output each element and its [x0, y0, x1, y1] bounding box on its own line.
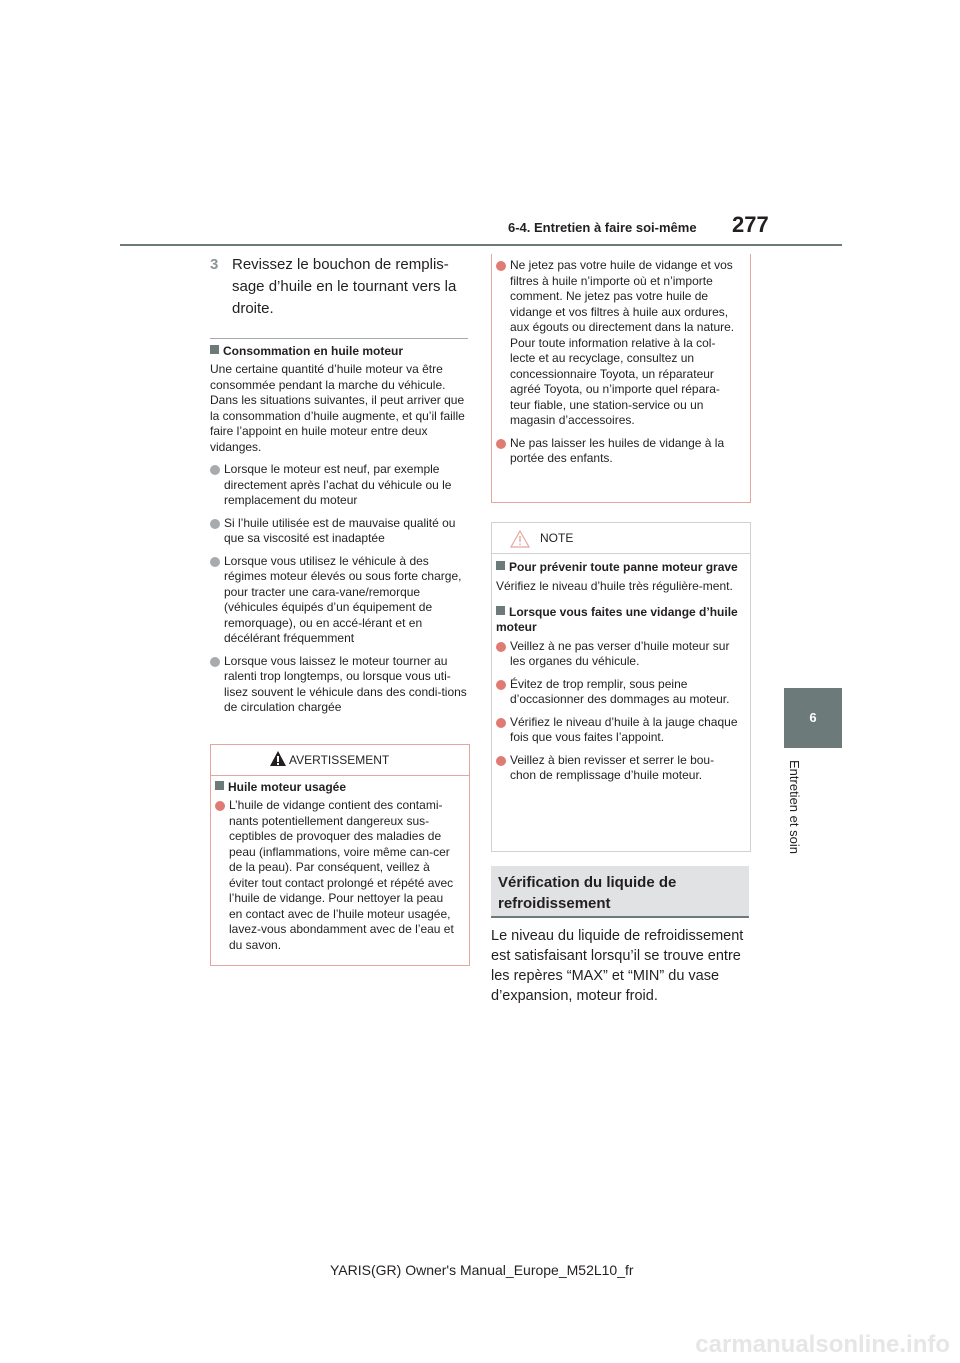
note-header [492, 523, 750, 554]
bullet-icon [215, 801, 225, 811]
bullet-icon [210, 519, 220, 529]
list-item: Veillez à ne pas verser d’huile moteur sur les organes du véhicule. [496, 639, 740, 670]
step-text: Revissez le bouchon de remplis-sage d’huile en le tournant vers la droite. [232, 256, 457, 317]
header-divider [120, 244, 842, 246]
watermark [0, 1330, 960, 1358]
watermark-graphic [0, 1330, 960, 1358]
consumption-section [210, 344, 472, 716]
square-bullet-icon [210, 345, 219, 354]
footer-manual: YARIS(GR) Owner's Manual_Europe_M52L10_fr [330, 1262, 634, 1278]
bullet-icon [210, 465, 220, 475]
warning-box [210, 744, 470, 966]
list-item: Lorsque vous laissez le moteur tourner au ralenti trop longtemps, ou lorsque vous uti-lisez souvent le véhicule dans des condi-tions de circulation chargée [210, 654, 472, 716]
step-number: 3 [210, 256, 219, 273]
note-section-text: Vérifiez le niveau d’huile très régulière-ment. [496, 579, 733, 593]
warning-triangle-icon [269, 750, 287, 768]
bullet-icon [496, 439, 506, 449]
list-item: Si l’huile utilisée est de mauvaise qualité ou que sa viscosité est inadaptée [210, 516, 472, 547]
bullet-icon [496, 261, 506, 271]
consumption-intro: Une certaine quantité d’huile moteur va être consommée pendant la marche du véhicule. Dans les situations suivantes, il peut arriver que la consommation d’huile augmente, et qu’il faille faire l’appoint en huile moteur entre deux vidanges. [210, 362, 465, 454]
section-divider [210, 338, 468, 339]
square-bullet-icon [496, 561, 505, 570]
consumption-title: Consommation en huile moteur [210, 344, 472, 359]
svg-text:carmanualsonline.info: carmanualsonline.info [695, 1331, 950, 1358]
section-title: 6-4. Entretien à faire soi-même [508, 220, 697, 235]
coolant-heading: Vérification du liquide de refroidissement [491, 866, 749, 918]
bullet-icon [496, 756, 506, 766]
warning-title: Huile moteur usagée [215, 780, 459, 795]
bullet-icon [210, 557, 220, 567]
list-item: Ne pas laisser les huiles de vidange à la portée des enfants. [496, 436, 740, 467]
list-item: L’huile de vidange contient des contami-nants potentiellement dangereux sus-ceptibles de provoquer des maladies de peau (inflammations, voire même can-cer de la peau). Par conséquent, veillez à éviter tout contact prolongé et répété avec l’huile de vidange. Pour nettoyer la peau en contact avec de l’huile moteur usagée, lavez-vous abondamment avec de l’eau et du savon. [215, 798, 459, 953]
coolant-text: Le niveau du liquide de refroidissement est satisfaisant lorsqu’il se trouve entre les repères “MAX” et “MIN” du vase d’expansion, moteur froid. [491, 928, 744, 1004]
note-section-title: Pour prévenir toute panne moteur grave [496, 560, 740, 575]
list-item: Lorsque le moteur est neuf, par exemple directement après l’achat du véhicule ou le remplacement du moteur [210, 462, 472, 509]
square-bullet-icon [215, 781, 224, 790]
list-item: Ne jetez pas votre huile de vidange et vos filtres à huile n’importe où et n’importe comment. Ne jetez pas votre huile de vidange et vos filtres à huile aux ordures, aux égouts ou directement dans la nature. Pour toute information relative à la col-lecte et au recyclage, consultez un concessionnaire Toyota, un réparateur agréé Toyota, ou n’importe quel répara-teur fiable, une station-service ou un magasin d’accessoires. [496, 258, 740, 429]
list-item: Évitez de trop remplir, sous peine d’occasionner des dommages au moteur. [496, 677, 740, 708]
bullet-icon [496, 642, 506, 652]
list-item: Lorsque vous utilisez le véhicule à des régimes moteur élevés ou sous forte charge, pour tracter une cara-vane/remorque (véhicules équipés d’un équipement de remorquage), ou en accé-lérant et en décélérant fréquemment [210, 554, 472, 647]
bullet-icon [496, 718, 506, 728]
warning-label: AVERTISSEMENT [289, 753, 390, 767]
warning-header [211, 745, 469, 776]
list-item: Veillez à bien revisser et serrer le bou-chon de remplissage d’huile moteur. [496, 753, 740, 784]
note-label: NOTE [540, 531, 574, 545]
list-item: Vérifiez le niveau d’huile à la jauge chaque fois que vous faites l’appoint. [496, 715, 740, 746]
note-box [491, 522, 751, 852]
chapter-label: Entretien et soin [787, 760, 802, 854]
note-section-title: Lorsque vous faites une vidange d’huile moteur [496, 604, 738, 634]
bullet-icon [496, 680, 506, 690]
caution-triangle-icon [510, 530, 530, 548]
bullet-icon [210, 657, 220, 667]
chapter-tab: 6 [784, 688, 842, 748]
page-number: 277 [732, 212, 769, 237]
square-bullet-icon [496, 606, 505, 615]
warning-continued-box [491, 254, 751, 503]
